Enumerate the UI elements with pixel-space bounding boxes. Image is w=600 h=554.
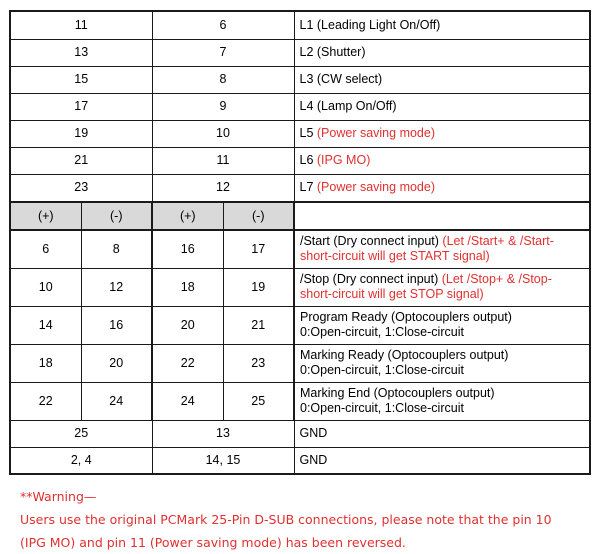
- pin-a-cell: 25: [10, 420, 152, 447]
- function-label: 0:Open-circuit, 1:Close-circuit: [300, 401, 464, 415]
- function-label: L4 (Lamp On/Off): [299, 99, 397, 113]
- function-cell: [294, 11, 590, 39]
- polarity-header-row: [10, 202, 590, 230]
- warning-text: (IPG MO) and pin 11 (Power saving mode) has been reversed.: [20, 535, 406, 550]
- function-cell: [294, 93, 590, 120]
- function-cell: [294, 268, 590, 306]
- plus-header: (+): [10, 202, 81, 230]
- function-label: L2 (Shutter): [299, 45, 366, 59]
- pin-b-cell: 12: [152, 174, 294, 202]
- table-row: [10, 268, 590, 306]
- function-label: /Start (Dry connect input): [300, 234, 443, 249]
- pin-cell: 19: [223, 268, 294, 306]
- table-row: [10, 447, 590, 474]
- minus-header: (-): [81, 202, 152, 230]
- table-row: [10, 120, 590, 147]
- function-label: Program Ready (Optocouplers output): [300, 310, 512, 324]
- function-cell: [294, 230, 590, 268]
- pin-b-cell: 11: [152, 147, 294, 174]
- function-label: Marking End (Optocouplers output): [300, 386, 495, 400]
- pin-cell: 18: [10, 344, 81, 382]
- pin-b-cell: 9: [152, 93, 294, 120]
- table-row: [10, 420, 590, 447]
- pin-b-cell: 13: [152, 420, 294, 447]
- pin-cell: 6: [10, 230, 81, 268]
- function-note: short-circuit will get START signal): [300, 249, 490, 264]
- function-label: L3 (CW select): [299, 72, 383, 86]
- function-note: (Let /Start+ & /Start-: [442, 234, 554, 249]
- pin-cell: 14: [10, 306, 81, 344]
- pin-cell: 12: [81, 268, 152, 306]
- minus-header: (-): [223, 202, 294, 230]
- pin-cell: 21: [223, 306, 294, 344]
- function-cell: [294, 147, 590, 174]
- function-label: /Stop (Dry connect input): [300, 272, 442, 286]
- pin-b-cell: 14, 15: [152, 447, 294, 474]
- function-cell: [294, 174, 590, 202]
- function-label: Marking Ready (Optocouplers output): [300, 348, 509, 362]
- table-row: [10, 306, 590, 344]
- warning-note: [20, 485, 595, 554]
- pin-cell: 18: [152, 268, 223, 306]
- empty-header-cell: [294, 202, 590, 230]
- table-row: [10, 39, 590, 66]
- pin-cell: 23: [223, 344, 294, 382]
- pin-a-cell: 2, 4: [10, 447, 152, 474]
- table-row: [10, 344, 590, 382]
- pin-a-cell: 13: [10, 39, 152, 66]
- function-note: (Power saving mode): [316, 126, 435, 140]
- pin-a-cell: 21: [10, 147, 152, 174]
- pin-b-cell: 7: [152, 39, 294, 66]
- pin-cell: 8: [81, 230, 152, 268]
- function-note: (Let /Stop+ & /Stop-: [441, 272, 552, 286]
- plus-header: (+): [152, 202, 223, 230]
- pin-b-cell: 10: [152, 120, 294, 147]
- pin-cell: 20: [152, 306, 223, 344]
- function-label: L5: [299, 126, 317, 140]
- function-cell: [294, 382, 590, 420]
- warning-text: Users use the original PCMark 25-Pin D-SUB connections, please note that the pin 10: [20, 512, 552, 527]
- table-row: [10, 93, 590, 120]
- pin-b-cell: 6: [152, 11, 294, 39]
- pin-cell: 17: [223, 230, 294, 268]
- pin-a-cell: 19: [10, 120, 152, 147]
- pin-cell: 20: [81, 344, 152, 382]
- function-cell: [294, 306, 590, 344]
- pin-cell: 16: [81, 306, 152, 344]
- function-note: (IPG MO): [316, 153, 371, 167]
- function-cell: [294, 39, 590, 66]
- function-cell: [294, 66, 590, 93]
- table-row: [10, 382, 590, 420]
- warning-title: **Warning—: [20, 489, 97, 504]
- pin-a-cell: 17: [10, 93, 152, 120]
- pin-cell: 24: [152, 382, 223, 420]
- pin-b-cell: 8: [152, 66, 294, 93]
- pin-cell: 22: [152, 344, 223, 382]
- pin-cell: 24: [81, 382, 152, 420]
- table-row: [10, 147, 590, 174]
- function-label: L1 (Leading Light On/Off): [299, 17, 441, 32]
- pin-assignment-table: [9, 10, 591, 475]
- table-row: [10, 230, 590, 268]
- pin-a-cell: 23: [10, 174, 152, 202]
- function-cell: [294, 120, 590, 147]
- function-label: L6: [299, 153, 317, 167]
- function-cell: [294, 344, 590, 382]
- function-label: 0:Open-circuit, 1:Close-circuit: [300, 363, 464, 377]
- function-label: L7: [299, 180, 317, 195]
- pin-cell: 16: [152, 230, 223, 268]
- function-label: 0:Open-circuit, 1:Close-circuit: [300, 325, 464, 339]
- function-note: (Power saving mode): [316, 180, 435, 195]
- table-row: [10, 66, 590, 93]
- pin-a-cell: 15: [10, 66, 152, 93]
- pin-cell: 25: [223, 382, 294, 420]
- pin-a-cell: 11: [10, 11, 152, 39]
- table-row: [10, 11, 590, 39]
- table-row: [10, 174, 590, 202]
- pin-cell: 22: [10, 382, 81, 420]
- function-cell: GND: [294, 447, 590, 474]
- function-cell: GND: [294, 420, 590, 447]
- pin-cell: 10: [10, 268, 81, 306]
- function-note: short-circuit will get STOP signal): [300, 287, 484, 301]
